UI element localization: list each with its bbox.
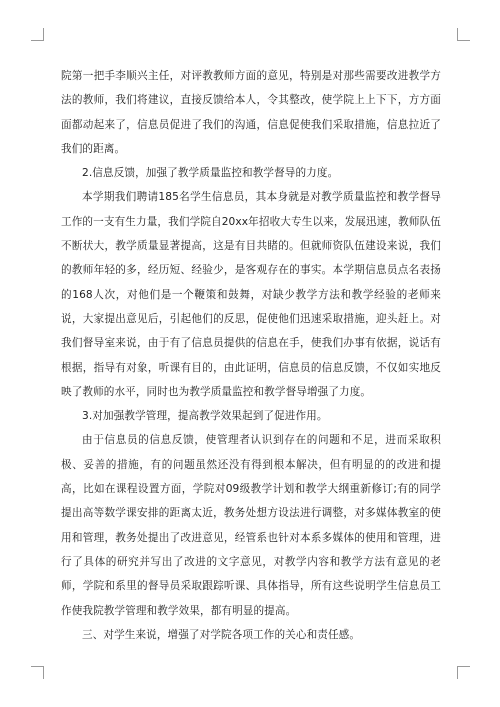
crop-mark-top-right bbox=[457, 28, 470, 41]
crop-mark-bottom-left bbox=[31, 666, 44, 679]
document-body bbox=[61, 64, 441, 647]
crop-mark-top-left bbox=[31, 28, 44, 41]
paragraph-section-3: 三、对学生来说，增强了对学院各项工作的关心和责任感。 bbox=[82, 628, 361, 641]
paragraph-heading-2: 2.信息反馈，加强了教学质量监控和教学督导的力度。 bbox=[82, 167, 339, 180]
paragraph-heading-3: 3.对加强教学管理，提高教学效果起到了促进作用。 bbox=[82, 410, 328, 423]
paragraph-continuation: 院第一把手李顺兴主任，对评教教师方面的意见，特别是对那些需要改进教学方法的教师，我们将建议，直接反馈给本人，令其整改，使学院上上下下，方方面面都动起来了，信息员促进了我们的沟通，信息促使我们采取措施，信息拉近了我们的距离。 bbox=[61, 70, 441, 155]
crop-mark-bottom-right bbox=[457, 666, 470, 679]
paragraph-body-3: 由于信息员的信息反馈，使管理者认识到存在的问题和不足，进而采取积极、妥善的措施，有的问题虽然还没有得到根本解决，但有明显的的改进和提高，比如在课程设置方面，学院对09级教学计划和教学大纲重新修订;有的同学提出高等数学课安排的距离太近，教务处想方设法进行调整，对多媒体教室的使用和管理，教务处提出了改进意见，经管系也针对本系多媒体的使用和管理，进行了具体的研究并写出了改进的文字意见，对教学内容和教学方法有意见的老师，学院和系里的督导员采取跟踪听课、具体指导，所有这些说明学生信息员工作使我院教学管理和教学效果，都有明显的提高。 bbox=[61, 434, 441, 617]
paragraph-body-2: 本学期我们聘请185名学生信息员，其本身就是对教学质量监控和教学督导工作的一支有生力量，我们学院自20xx年招收大专生以来，发展迅速，教师队伍不断状大，教学质量显著提高，这是有目共睹的。但就师资队伍建设来说，我们的教师年轻的多，经历短、经验少，是客观存在的事实。本学期信息员点名表扬的168人次，对他们是一个鞭策和鼓舞，对缺少教学方法和教学经验的老师来说，大家提出意见后，引起他们的反思，促使他们迅速采取措施，迎头赶上。对我们督导室来说，由于有了信息员提供的信息在手，使我们办事有依据，说话有根据，指导有对象，听课有目的，由此证明，信息员的信息反馈，不仅如实地反映了教师的水平，同时也为教学质量监控和教学督导增强了力度。 bbox=[61, 191, 441, 398]
